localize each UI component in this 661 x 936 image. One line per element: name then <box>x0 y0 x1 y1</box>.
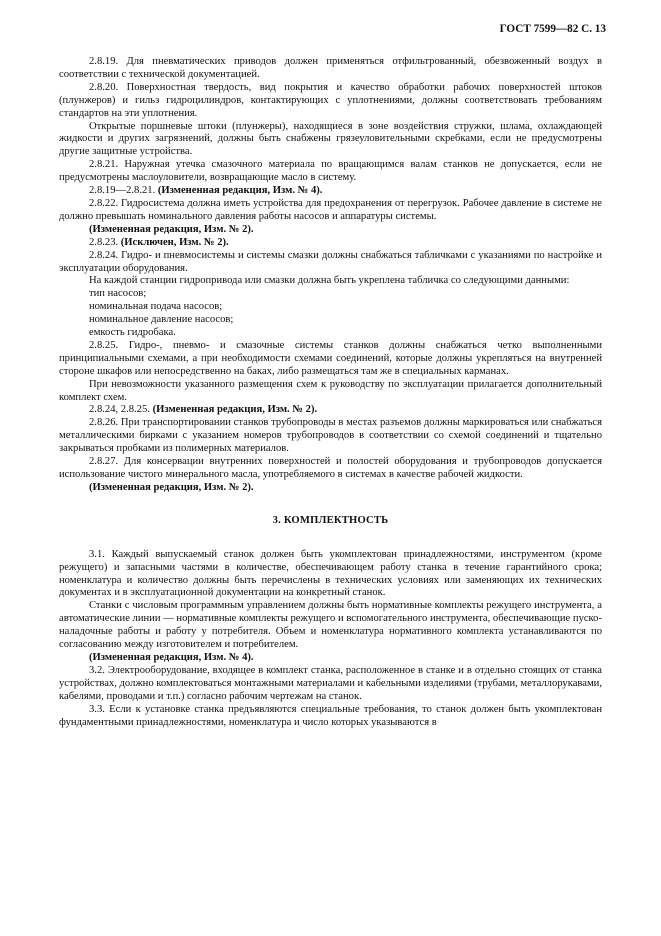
paragraph-2-8-20: 2.8.20. Поверхностная твердость, вид покрытия и качество обработки рабочих поверхностей штоков (плунжеров) и гильз гидроцилиндров, контактирующих с уплотнениями, должны соответствовать требованиям стандартов на эти уплотнения. <box>59 81 602 119</box>
page-content <box>59 56 602 729</box>
paragraph-2-8-25: 2.8.25. Гидро-, пневмо- и смазочные системы станков должны снабжаться четко выполненными принципиальными схемами, а при необходимости схемами соединений, которые должны укрепляться на внутренней стороне шкафов или непосредственно на баках, либо размещаться там же в специальных карманах. <box>59 339 602 377</box>
amendment-note: (Измененная редакция, Изм. № 2). <box>89 223 254 235</box>
paragraph-3-3: 3.3. Если к установке станка предъявляются специальные требования, то станок должен быть укомплектован фундаментными принадлежностями, номенклатура и число которых указываются в <box>59 703 602 728</box>
amendment-2-8-19-21 <box>59 185 602 198</box>
amendment-note: (Исключен, Изм. № 2). <box>120 236 229 248</box>
paragraph-2-8-21: 2.8.21. Наружная утечка смазочного материала по вращающимся валам станков не допускается, если не предусмотрены маслоуловители, возвращающие масло в систему. <box>59 159 602 184</box>
paragraph-3-1-cnc: Станки с числовым программным управлением должны быть нормативные комплекты режущего инструмента, а автоматические линии — нормативные комплекты режущего и вспомогательного инструмента, обеспечивающие пуско-наладочные работы и работу у потребителя. Объем и номенклатура нормативного комплекта устанавливаются по согласованию между изготовителем и потребителем. <box>59 600 602 651</box>
section-title: 3. КОМПЛЕКТНОСТЬ <box>272 514 389 526</box>
paragraph-2-8-23 <box>59 237 602 250</box>
amendment-2-8-24-25 <box>59 404 602 417</box>
list-item: номинальное давление насосов; <box>89 314 234 326</box>
paragraph-2-8-25-extra: При невозможности указанного размещения схем к руководству по эксплуатации прилагается дополнительный комплект схем. <box>59 378 602 403</box>
list-item: тип насосов; <box>89 288 147 300</box>
paragraph-2-8-19: 2.8.19. Для пневматических приводов должен применяться отфильтрованный, обезвоженный воздух в соответствии с технической документацией. <box>59 56 602 80</box>
amendment-note: (Измененная редакция, Изм. № 2). <box>152 404 318 416</box>
paragraph-2-8-26: 2.8.26. При транспортировании станков трубопроводы в местах разъемов должны маркироваться или снабжаться металлическими бирками с указанием номеров трубопроводов в соответствии со схемой соединений и тщательно закрываться пробками из полимерных материалов. <box>59 417 602 455</box>
amendment-note: (Измененная редакция, Изм. № 4). <box>89 651 254 663</box>
amendment-3-1 <box>59 652 602 665</box>
amendment-note: (Измененная редакция, Изм. № 2). <box>89 481 254 493</box>
paragraph-3-1: 3.1. Каждый выпускаемый станок должен быть укомплектован принадлежностями, инструментом (кроме режущего) и запасными частями в количестве, обеспечивающем работу станка в течение гарантийного срока; номенклатура и количество должны быть перечислены в технических условиях или заменяющих их технических документах и в эксплуатационной документации на конкретный станок. <box>59 548 602 599</box>
amendment-ref: 2.8.24, 2.8.25. <box>89 404 153 416</box>
paragraph-2-8-24-plate: На каждой станции гидропривода или смазки должна быть укреплена табличка со следующими данными: <box>89 275 570 287</box>
amendment-ref: 2.8.19—2.8.21. <box>89 185 158 197</box>
paragraph-2-8-24: 2.8.24. Гидро- и пневмосистемы и системы смазки должны снабжаться табличками с указаниями по настройке и эксплуатации оборудования. <box>59 249 602 274</box>
paragraph-2-8-22: 2.8.22. Гидросистема должна иметь устройства для предохранения от перегрузок. Рабочее давление в системе не должно превышать номинального давления работы насосов и аппаратуры системы. <box>59 197 602 222</box>
list-item: емкость гидробака. <box>89 327 176 339</box>
page-header: ГОСТ 7599—82 С. 13 <box>499 23 606 35</box>
list-item: номинальная подача насосов; <box>89 301 223 313</box>
paragraph-3-2: 3.2. Электрооборудование, входящее в комплект станка, расположенное в станке и в отдельно стоящих от станка устройствах, должно комплектоваться монтажными материалами и кабельными изделиями (трубами, металлорукавами, кабелями, проводами и т.п.) согласно рабочим чертежам на станок. <box>59 664 602 702</box>
paragraph-2-8-27: 2.8.27. Для консервации внутренних поверхностей и полостей оборудования и трубопроводов допускается использование чистого минерального масла, употребляемого в системах в качестве рабочей жидкости. <box>59 456 602 480</box>
paragraph-open-rods: Открытые поршневые штоки (плунжеры), находящиеся в зоне воздействия стружки, шлама, охлаждающей жидкости и других загрязнений, должны быть снабжены грязеуловительными скребками, если не предусмотрены другие защитные устройства. <box>59 120 602 158</box>
amendment-note: (Измененная редакция, Изм. № 4). <box>157 185 323 197</box>
amendment-ref: 2.8.23. <box>89 236 121 248</box>
amendment-2-8-22 <box>59 224 602 237</box>
amendment-2-8-27 <box>59 482 602 495</box>
